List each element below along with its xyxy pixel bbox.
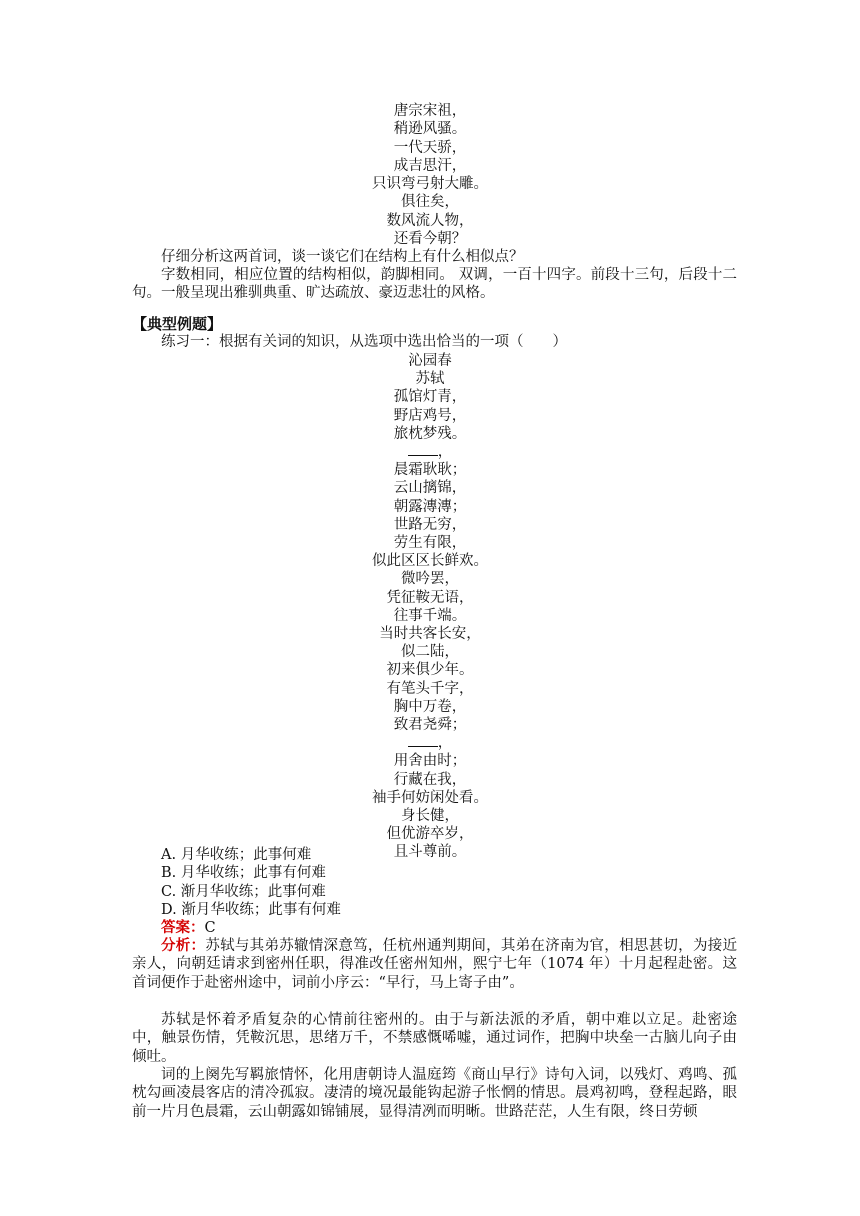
poem-line: 身长健， (401, 808, 459, 825)
fill-blank (408, 734, 438, 747)
question-paragraph: 仔细分析这两首词，谈一谈它们在结构上有什么相似点？ (161, 249, 524, 265)
answer-line (161, 919, 216, 937)
poem-line: 旅枕梦残。 (393, 425, 467, 442)
poem-line: 俱往矣， (401, 194, 459, 211)
poem-line: 孤馆灯青， (393, 389, 467, 406)
poem-line: 且斗尊前。 (393, 844, 467, 861)
blank-punct: ， (437, 444, 453, 461)
poem-line: 数风流人物， (386, 212, 474, 229)
poem-line: 似二陆， (401, 644, 459, 661)
poem-author: 苏轼 (415, 371, 445, 388)
poem-line: 晨霜耿耿； (393, 462, 467, 479)
poem-title: 沁园春 (408, 353, 452, 369)
poem-line: 唐宗宋祖， (393, 103, 467, 119)
option-b: B. 月华收练；此事有何难 (161, 865, 326, 882)
poem-blank-line-1 (300, 443, 560, 461)
poem-line: 行藏在我， (393, 771, 467, 788)
poem-blank-line-2 (300, 734, 560, 752)
poem-line: 世路无穷， (393, 516, 467, 533)
poem-line: 只识弯弓射大雕。 (372, 176, 488, 193)
poem-line: 微吟罢， (401, 571, 459, 588)
poem-line: 当时共客长安， (379, 626, 481, 643)
blank-punct: ， (437, 735, 453, 752)
poem-line: 但优游卒岁， (386, 826, 474, 843)
poem-line: 袖手何妨闲处看。 (372, 789, 488, 806)
poem-line: 似此区区长鲜欢。 (372, 553, 488, 570)
poem-line: 野店鸡号， (393, 407, 467, 424)
analysis-paragraph-1 (132, 937, 737, 992)
answer-label: 答案： (161, 919, 205, 936)
exercise-prompt: 练习一：根据有关词的知识，从选项中选出恰当的一项（ ） (161, 334, 567, 350)
options-list (161, 846, 341, 919)
option-d: D. 渐月华收练；此事有何难 (161, 901, 341, 918)
poem-line: 胸中万卷， (393, 698, 467, 715)
poem-line: 有笔头千字， (386, 680, 474, 697)
answer-paragraph: 字数相同，相应位置的结构相似，韵脚相同。 双调，一百十四字。前段十三句，后段十二句。一般呈现出雅驯典重、旷达疏放、豪迈悲壮的风格。 (132, 267, 737, 302)
option-c: C. 渐月华收练；此事何难 (161, 883, 326, 900)
poem-line: 初来俱少年。 (386, 662, 474, 679)
analysis-text-1: 苏轼与其弟苏辙情深意笃，任杭州通判期间，其弟在济南为官，相思甚切，为接近亲人，向朝廷请求到密州任职，得准改任密州知州，熙宁七年（1074 年）十月起程赴密。这首词便作于赴密州途中，词前小序云：“早行，马上寄子由”。 (132, 938, 738, 991)
analysis-label: 分析： (161, 937, 206, 954)
poem-line: 还看今朝？ (393, 231, 467, 248)
analysis-paragraph-2: 苏轼是怀着矛盾复杂的心情前往密州的。由于与新法派的矛盾，朝中难以立足。赴密途中，触景伤情，凭鞍沉思，思绪万千，不禁感慨唏嘘，通过词作，把胸中块垒一古脑儿向子由倾吐。 (132, 1012, 737, 1065)
poem-line: 劳生有限， (393, 535, 467, 552)
poem-excerpt-top (300, 102, 560, 248)
poem-line: 凭征鞍无语， (386, 589, 474, 606)
analysis-paragraph-3: 词的上阕先写羁旅情怀，化用唐朝诗人温庭筠《商山早行》诗句入词，以残灯、鸡鸣、孤枕勾画凌晨客店的清冷孤寂。凄清的境况最能钩起游子怅惘的情思。晨鸡初鸣，登程起路，眼前一片月色晨霜，云山朝露如锦铺展，显得清冽而明晰。世路茫茫，人生有限，终日劳顿 (132, 1067, 737, 1120)
poem-line: 一代天骄， (393, 139, 467, 156)
poem-line: 云山摛锦， (393, 480, 467, 497)
poem-line: 致君尧舜； (393, 717, 467, 734)
poem-line: 成吉思汗， (393, 157, 467, 174)
poem-line: 往事千端。 (393, 607, 467, 624)
option-a: A. 月华收练；此事何难 (161, 847, 312, 863)
poem-line: 用舍由时； (393, 753, 467, 770)
fill-blank (408, 443, 438, 456)
poem-line: 稍逊风骚。 (393, 121, 467, 138)
answer-value: C (204, 920, 216, 936)
poem-line: 朝露漙漙； (393, 498, 467, 515)
poem-qinyuanchun (300, 352, 560, 862)
section-heading: 【典型例题】 (132, 315, 223, 333)
